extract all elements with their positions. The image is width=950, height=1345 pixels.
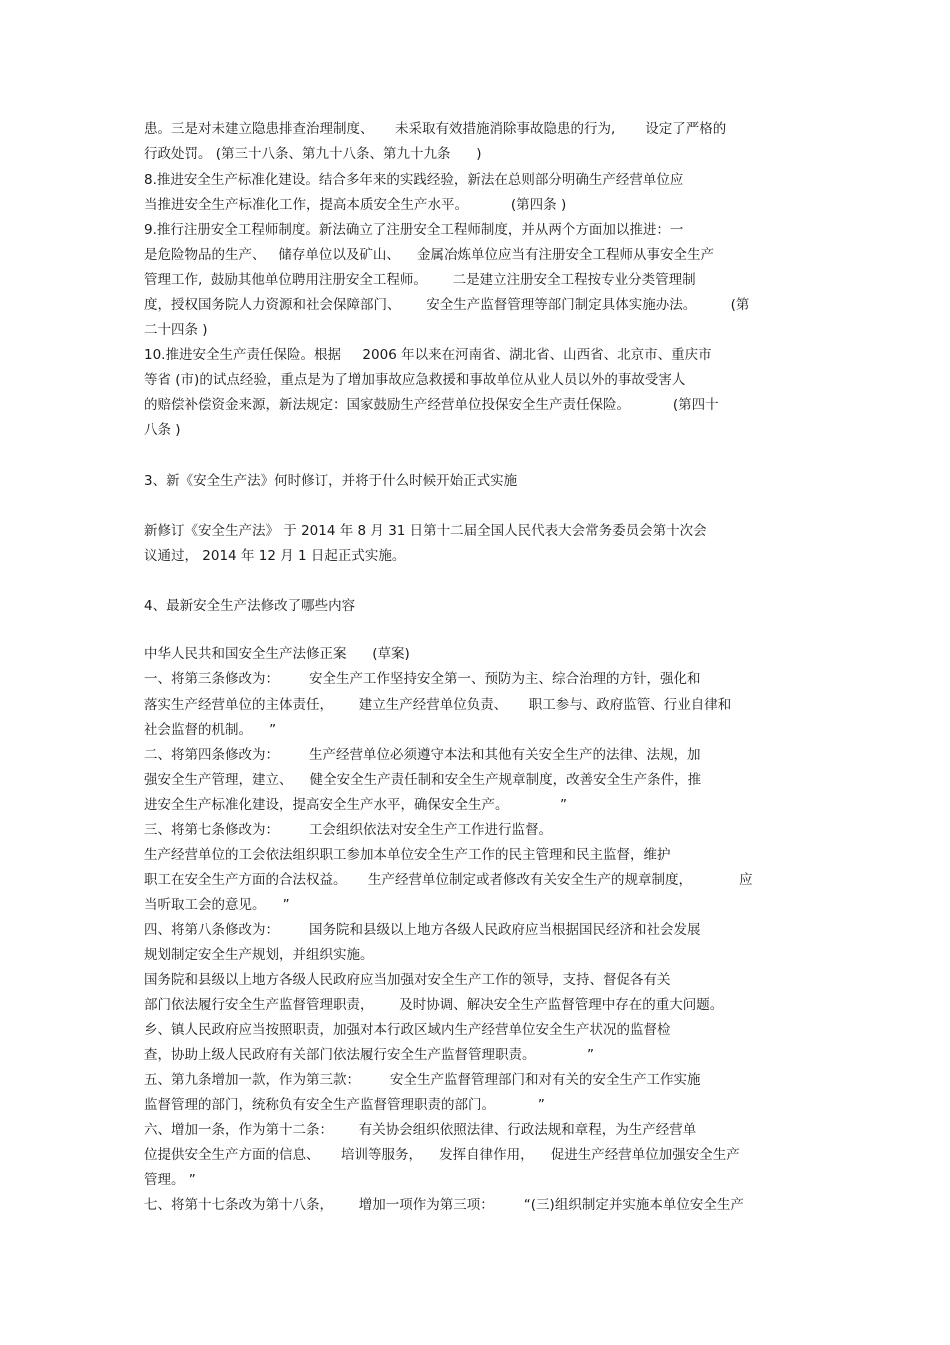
text-line: 8.推进安全生产标准化建设。结合多年来的实践经验，新法在总则部分明确生产经营单位应: [144, 172, 684, 188]
text-line: 患。三是对未建立隐患排查治理制度、 未采取有效措施消除事故隐患的行为, 设定了严格的: [144, 121, 727, 137]
text-line: 当听取工会的意见。 ”: [144, 897, 290, 913]
text-line: 管理工作, 鼓励其他单位聘用注册安全工程师。 二是建立注册安全工程按专业分类管理制: [144, 272, 696, 288]
text-line: 强安全生产管理，建立、 健全安全生产责任制和安全生产规章制度，改善安全生产条件，推: [144, 772, 702, 788]
text-line: 进安全生产标准化建设，提高安全生产水平，确保安全生产。 ”: [144, 797, 567, 813]
text-line: 六、增加一条，作为第十二条： 有关协会组织依照法律、行政法规和章程，为生产经营单: [144, 1122, 697, 1138]
text-line: 等省 (市)的试点经验，重点是为了增加事故应急救援和事故单位从业人员以外的事故受害人: [144, 372, 686, 388]
text-line: 议通过， 2014 年 12 月 1 日起正式实施。: [144, 548, 406, 564]
text-line: 四、将第八条修改为： 国务院和县级以上地方各级人民政府应当根据国民经济和社会发展: [144, 922, 701, 938]
text-line: 生产经营单位的工会依法组织职工参加本单位安全生产工作的民主管理和民主监督，维护: [144, 847, 671, 863]
text-line: 9.推行注册安全工程师制度。新法确立了注册安全工程师制度，并从两个方面加以推进：一: [144, 222, 684, 238]
text-line: 七、将第十七条改为第十八条， 增加一项作为第三项： “(三)组织制定并实施本单位安全生产: [144, 1197, 744, 1213]
text-line: 部门依法履行安全生产监督管理职责， 及时协调、解决安全生产监督管理中存在的重大问题。: [144, 997, 724, 1013]
text-line: 行政处罚。 (第三十八条、第九十八条、第九十九条 ): [144, 146, 482, 162]
text-line: 度，授权国务院人力资源和社会保障部门、 安全生产监督管理等部门制定具体实施办法。 (第: [144, 297, 750, 313]
section-heading: 4、最新安全生产法修改了哪些内容: [144, 598, 356, 614]
text-line: 规划制定安全生产规划，并组织实施。: [144, 947, 374, 963]
text-line: 落实生产经营单位的主体责任， 建立生产经营单位负责、 职工参与、政府监管、行业自律和: [144, 697, 732, 713]
text-line: 位提供安全生产方面的信息、 培训等服务， 发挥自律作用， 促进生产经营单位加强安全生产: [144, 1147, 740, 1163]
text-line: 查，协助上级人民政府有关部门依法履行安全生产监督管理职责。 ”: [144, 1047, 594, 1063]
subsection-title: 中华人民共和国安全生产法修正案 (草案): [144, 646, 410, 662]
text-line: 管理。 ”: [144, 1172, 196, 1188]
text-line: 二十四条 ): [144, 322, 208, 338]
text-line: 职工在安全生产方面的合法权益。 生产经营单位制定或者修改有关安全生产的规章制度， 应: [144, 872, 753, 888]
text-line: 当推进安全生产标准化工作，提高本质安全生产水平。 (第四条 ): [144, 197, 567, 213]
text-line: 乡、镇人民政府应当按照职责，加强对本行政区域内生产经营单位安全生产状况的监督检: [144, 1022, 671, 1038]
text-line: 10.推进安全生产责任保险。根据 2006 年以来在河南省、湖北省、山西省、北京市、重庆市: [144, 347, 712, 363]
text-line: 的赔偿补偿资金来源，新法规定：国家鼓励生产经营单位投保安全生产责任保险。 (第四十: [144, 397, 719, 413]
text-line: 新修订《安全生产法》 于 2014 年 8 月 31 日第十二届全国人民代表大会常务委员会第十次会: [144, 523, 707, 539]
text-line: 一、将第三条修改为： 安全生产工作坚持安全第一、预防为主、综合治理的方针，强化和: [144, 671, 701, 687]
text-line: 八条 ): [144, 422, 181, 438]
text-line: 是危险物品的生产、 储存单位以及矿山、 金属冶炼单位应当有注册安全工程师从事安全生产: [144, 247, 715, 263]
text-line: 五、第九条增加一款，作为第三款： 安全生产监督管理部门和对有关的安全生产工作实施: [144, 1072, 701, 1088]
section-heading: 3、新《安全生产法》何时修订，并将于什么时候开始正式实施: [144, 473, 518, 489]
text-line: 三、将第七条修改为： 工会组织依法对安全生产工作进行监督。: [144, 822, 553, 838]
text-line: 二、将第四条修改为： 生产经营单位必须遵守本法和其他有关安全生产的法律、法规，加: [144, 747, 701, 763]
text-line: 国务院和县级以上地方各级人民政府应当加强对安全生产工作的领导，支持、督促各有关: [144, 972, 671, 988]
text-line: 社会监督的机制。 ”: [144, 722, 277, 738]
text-line: 监督管理的部门，统称负有安全生产监督管理职责的部门。 ”: [144, 1097, 545, 1113]
